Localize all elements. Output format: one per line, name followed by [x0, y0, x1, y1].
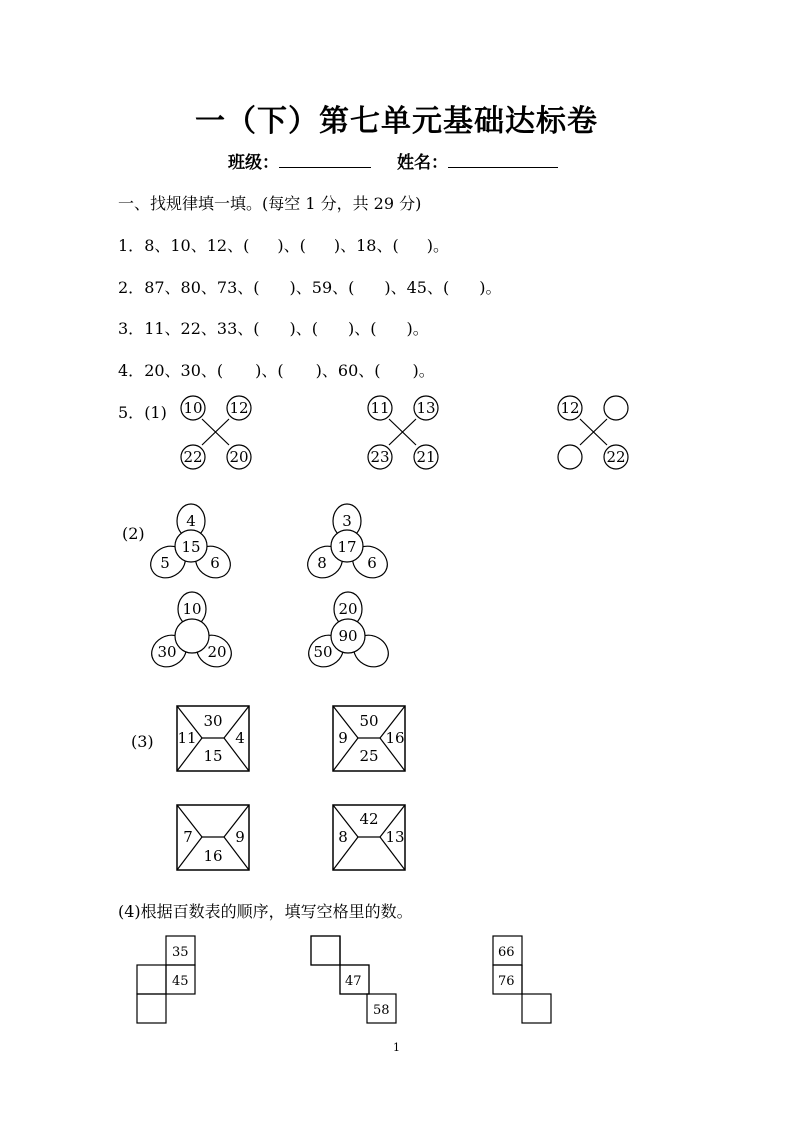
- f4-top: 20: [338, 600, 358, 618]
- e2-left: 9: [338, 729, 348, 747]
- e2-top: 50: [359, 712, 379, 730]
- part-2-label: (2): [122, 524, 145, 543]
- f3-right: 20: [207, 643, 227, 661]
- x2-bl: 23: [370, 448, 390, 466]
- f2-center: 17: [337, 538, 357, 556]
- question-2: 2．87、80、73、( )、59、( )、45、( )。: [118, 278, 502, 297]
- f2-top: 3: [342, 512, 352, 530]
- question-4: 4．20、30、( )、( )、60、( )。: [118, 361, 435, 380]
- x1-tl: 10: [183, 399, 203, 417]
- x1-br: 20: [229, 448, 249, 466]
- class-label: 班级：: [228, 153, 279, 173]
- question-3: 3．11、22、33、( )、( )、( )。: [118, 319, 429, 338]
- x2-tr: 13: [416, 399, 436, 417]
- e1-left: 11: [177, 729, 197, 747]
- part-4-text: (4)根据百数表的顺序，填写空格里的数。: [118, 902, 413, 921]
- e3-left: 7: [183, 828, 193, 846]
- e3-right: 9: [235, 828, 245, 846]
- g1-cell-1: 35: [172, 945, 189, 960]
- g1-cell-2: 45: [172, 974, 189, 989]
- x1-bl: 22: [183, 448, 203, 466]
- page-number: 1: [393, 1041, 400, 1054]
- g2-cell-1: 47: [345, 974, 362, 989]
- e2-right: 16: [385, 729, 405, 747]
- e1-bottom: 15: [203, 747, 223, 765]
- x3-br: 22: [606, 448, 626, 466]
- f3-left: 30: [157, 643, 177, 661]
- e1-right: 4: [235, 729, 245, 747]
- e4-top: 42: [359, 810, 379, 828]
- f2-right: 6: [367, 554, 377, 572]
- x3-tl: 12: [560, 399, 580, 417]
- part-1-label: (1): [144, 403, 167, 422]
- x2-br: 21: [416, 448, 436, 466]
- question-1: 1．8、10、12、( )、( )、18、( )。: [118, 236, 449, 255]
- e1-top: 30: [203, 712, 223, 730]
- f1-left: 5: [160, 554, 170, 572]
- e2-bottom: 25: [359, 747, 379, 765]
- f2-left: 8: [317, 554, 327, 572]
- section-heading: 一、找规律填一填。(每空 1 分，共 29 分): [118, 194, 422, 213]
- e3-bottom: 16: [203, 847, 223, 865]
- part-3-label: (3): [131, 732, 154, 751]
- name-label: 姓名：: [397, 153, 448, 173]
- f3-top: 10: [182, 600, 202, 618]
- e4-right: 13: [385, 828, 405, 846]
- f4-left: 50: [313, 643, 333, 661]
- g2-cell-2: 58: [373, 1003, 390, 1018]
- page-title: 一（下）第七单元基础达标卷: [195, 104, 598, 139]
- g3-cell-1: 66: [498, 945, 515, 960]
- x1-tr: 12: [229, 399, 249, 417]
- g3-cell-2: 76: [498, 974, 515, 989]
- f1-center: 15: [181, 538, 201, 556]
- x2-tl: 11: [370, 399, 390, 417]
- f4-center: 90: [338, 627, 358, 645]
- e4-left: 8: [338, 828, 348, 846]
- f1-top: 4: [186, 512, 196, 530]
- question-5: 5．(1): [118, 403, 167, 422]
- f1-right: 6: [210, 554, 220, 572]
